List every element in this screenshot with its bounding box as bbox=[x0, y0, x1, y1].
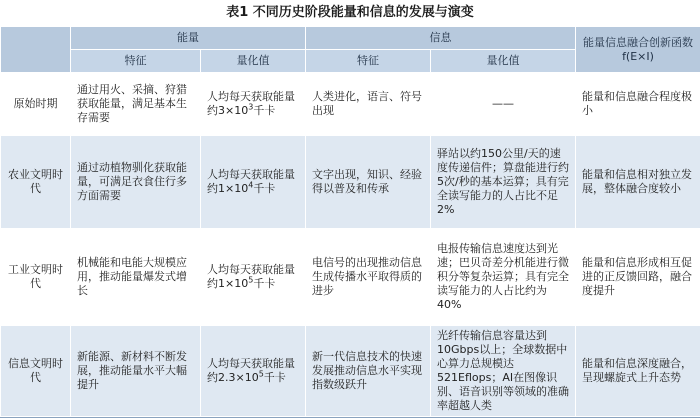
info-feature-cell: 人类进化，语言、符号出现 bbox=[306, 73, 431, 136]
table-row bbox=[1, 229, 700, 326]
table-row bbox=[1, 326, 700, 417]
energy-quantity-cell: 人均每天获取能量约$1\times 10^4$千卡 bbox=[201, 136, 306, 229]
era-cell: 工业文明时代 bbox=[1, 229, 71, 326]
table-caption: 表1 不同历史阶段能量和信息的发展与演变 bbox=[0, 0, 700, 26]
info-quantity-cell: 光纤传输信息容量达到10Gbps以上；全球数据中心算力总规模达521Eflops；AI在图像识别、语音识别等领域的准确率超越人类 bbox=[431, 326, 576, 417]
energy-information-table bbox=[0, 26, 700, 417]
era-cell: 原始时期 bbox=[1, 73, 71, 136]
header-era bbox=[1, 27, 71, 73]
energy-feature-cell: 通过动植物驯化获取能量，可满足衣食住行多方面需要 bbox=[71, 136, 201, 229]
energy-quantity-cell: 人均每天获取能量约$1\times 10^5$千卡 bbox=[201, 229, 306, 326]
header-info-quantity: 量化值 bbox=[431, 50, 576, 73]
energy-feature-cell: 通过用火、采摘、狩猎获取能量，满足基本生存需要 bbox=[71, 73, 201, 136]
energy-feature-cell: 机械能和电能大规模应用，推动能量爆发式增长 bbox=[71, 229, 201, 326]
info-quantity-cell: 驿站以约150公里/天的速度传递信件；算盘能进行约5次/秒的基本运算；具有完全读写能力的人占比不足2% bbox=[431, 136, 576, 229]
header-energy-quantity: 量化值 bbox=[201, 50, 306, 73]
header-energy-feature: 特征 bbox=[71, 50, 201, 73]
info-feature-cell: 新一代信息技术的快速发展推动信息水平实现指数级跃升 bbox=[306, 326, 431, 417]
fusion-cell: 能量和信息融合程度极小 bbox=[576, 73, 700, 136]
header-information: 信息 bbox=[306, 27, 576, 50]
header-info-feature: 特征 bbox=[306, 50, 431, 73]
table-row bbox=[1, 73, 700, 136]
energy-quantity-cell: 人均每天获取能量约$2.3\times 10^5$千卡 bbox=[201, 326, 306, 417]
info-quantity-cell: —— bbox=[431, 73, 576, 136]
header-fusion: 能量信息融合创新函数 f(E×I) bbox=[576, 27, 700, 73]
fusion-cell: 能量和信息深度融合，呈现螺旋式上升态势 bbox=[576, 326, 700, 417]
era-cell: 农业文明时代 bbox=[1, 136, 71, 229]
info-feature-cell: 电信号的出现推动信息生成传播水平取得质的进步 bbox=[306, 229, 431, 326]
energy-quantity-cell: 人均每天获取能量约$3\times 10^3$千卡 bbox=[201, 73, 306, 136]
era-cell: 信息文明时代 bbox=[1, 326, 71, 417]
fusion-cell: 能量和信息相对独立发展，整体融合度较小 bbox=[576, 136, 700, 229]
energy-feature-cell: 新能源、新材料不断发展，推动能量水平大幅提升 bbox=[71, 326, 201, 417]
info-feature-cell: 文字出现，知识、经验得以普及和传承 bbox=[306, 136, 431, 229]
table-row bbox=[1, 136, 700, 229]
info-quantity-cell: 电报传输信息速度达到光速；巴贝奇差分机能进行微积分等复杂运算；具有完全读写能力的人占比约为40% bbox=[431, 229, 576, 326]
fusion-cell: 能量和信息形成相互促进的正反馈回路，融合度提升 bbox=[576, 229, 700, 326]
header-energy: 能量 bbox=[71, 27, 306, 50]
